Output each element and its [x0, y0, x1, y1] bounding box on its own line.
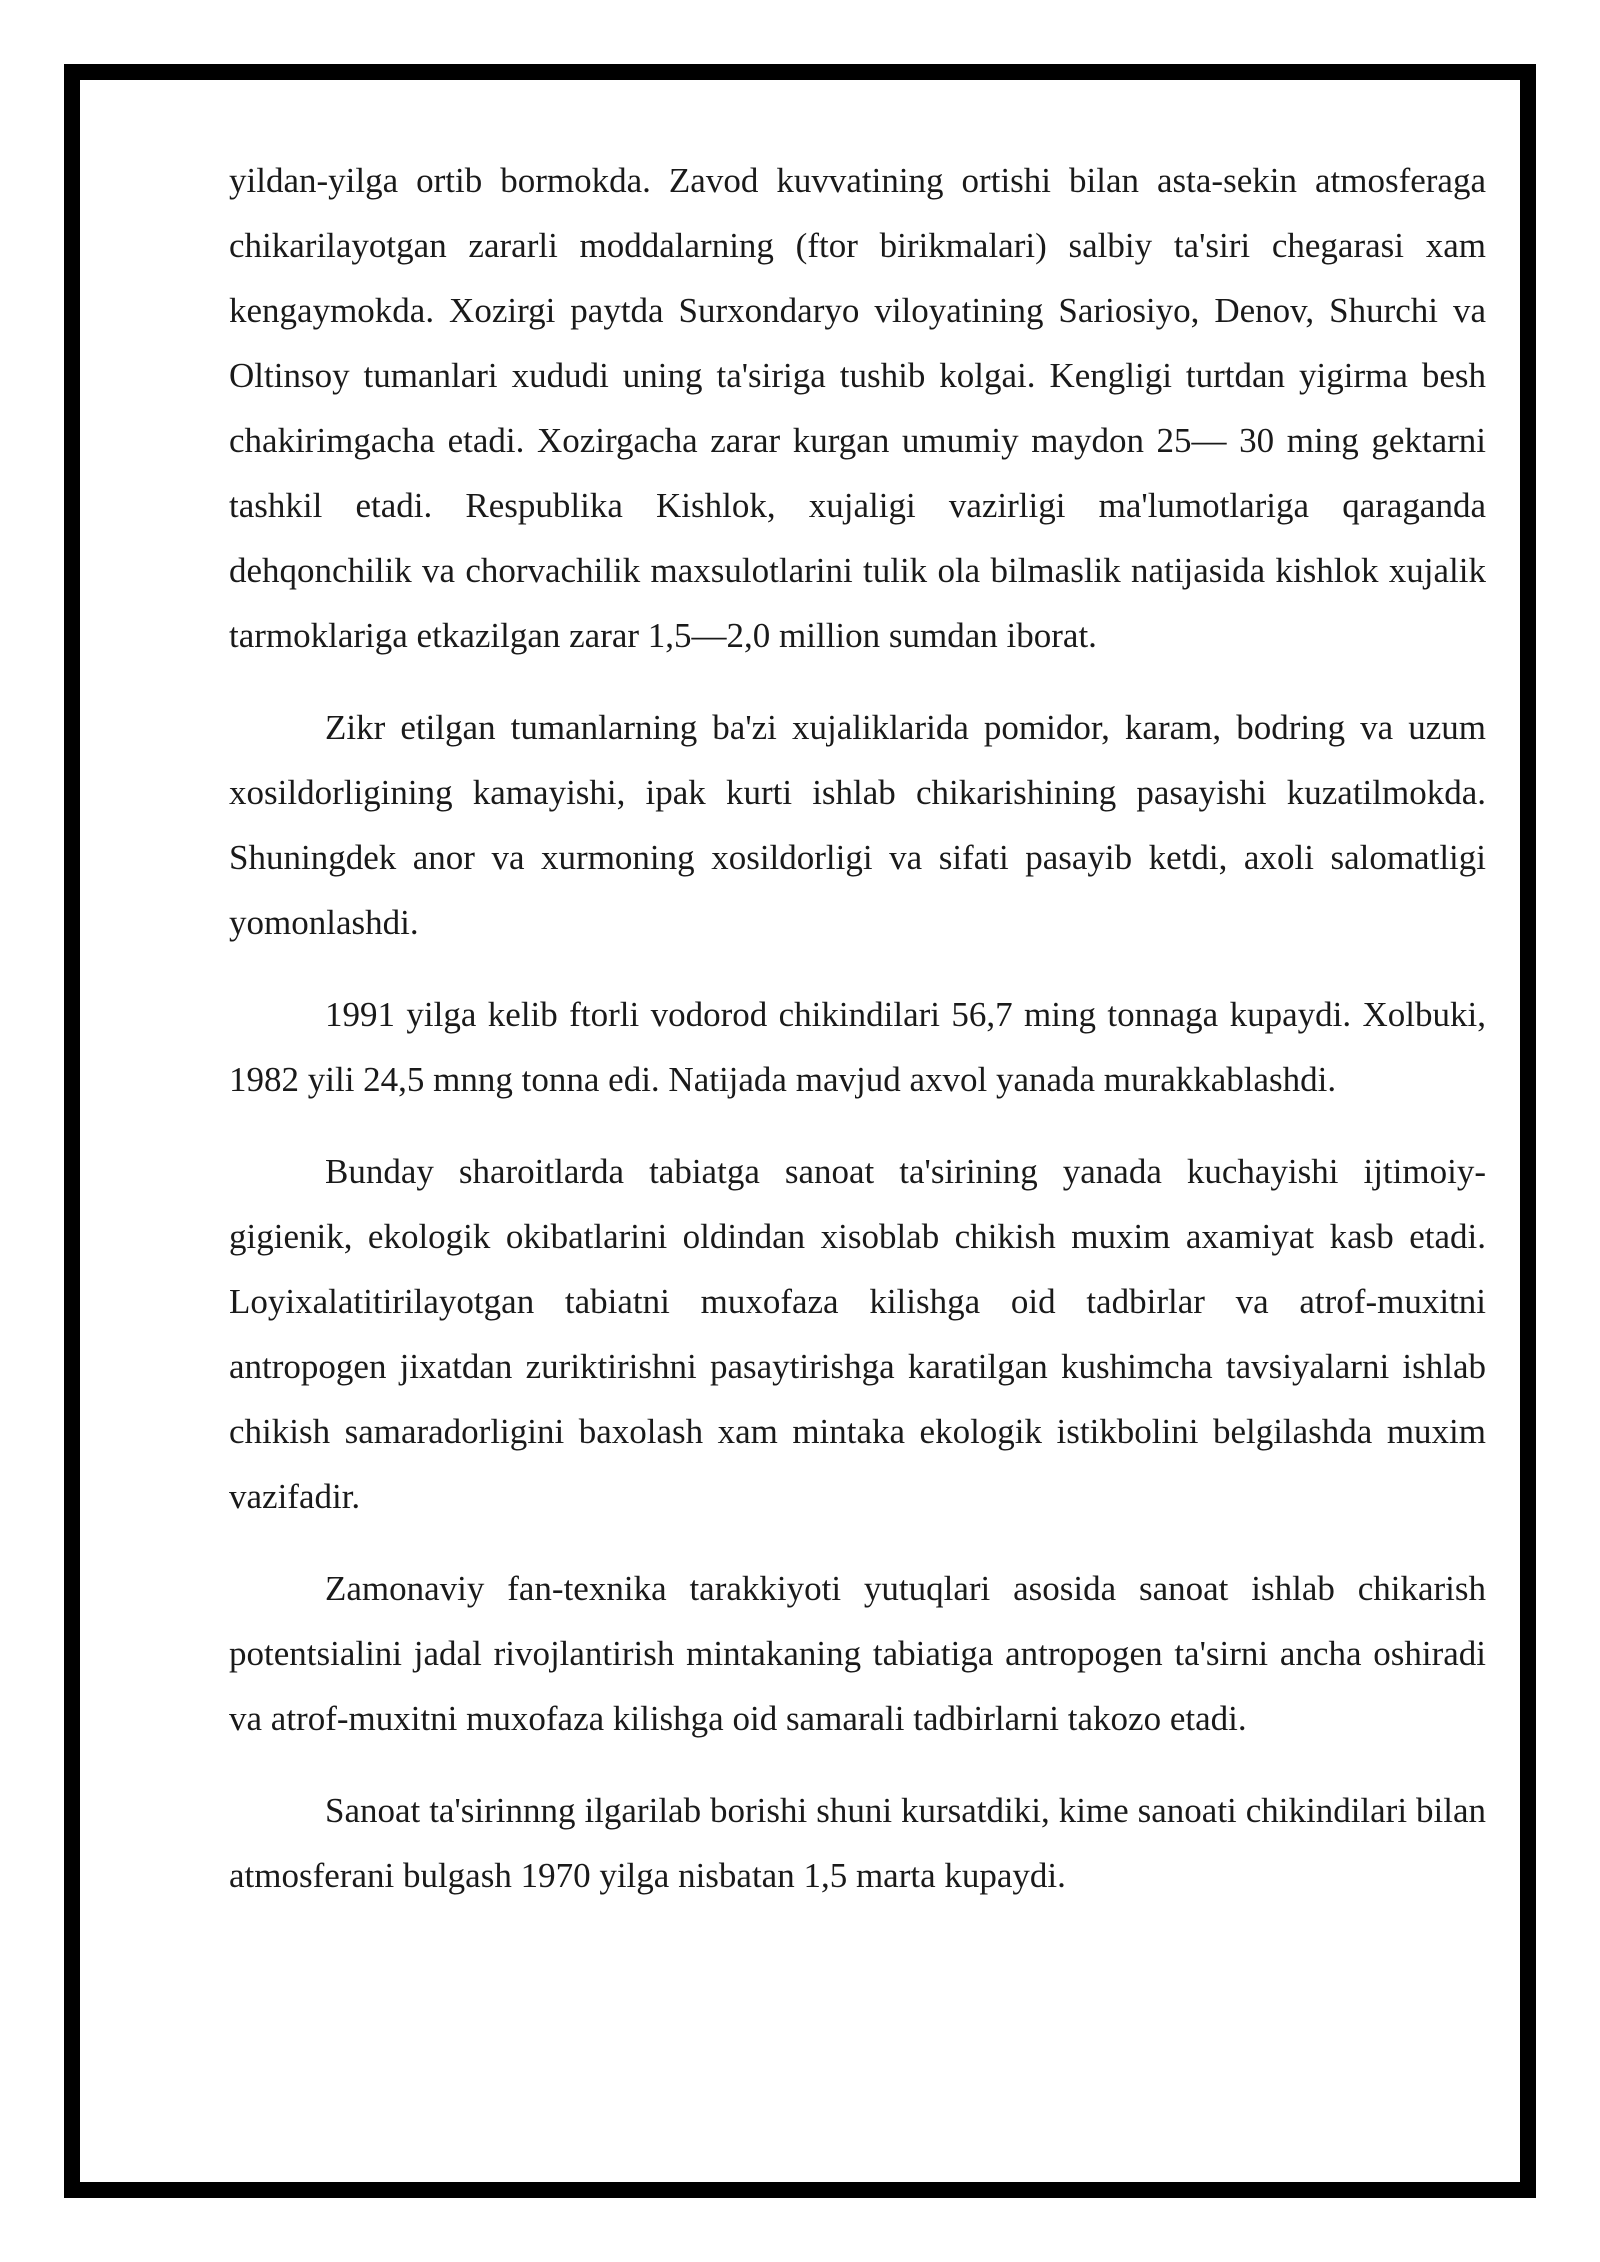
paragraph-1: yildan-yilga ortib bormokda. Zavod kuvvatining ortishi bilan asta-sekin atmosferaga chikarilayotgan zararli moddalarning (ftor birikmalari) salbiy ta'siri chegarasi xam kengaymokda. Xozirgi paytda Surxondaryo viloyatining Sariosiyo, Denov, Shurchi va Oltinsoy tumanlari xududi uning ta'siriga tushib kolgai. Kengligi turtdan yigirma besh chakirimgacha etadi. Xozirgacha zarar kurgan umumiy maydon 25— 30 ming gektarni tashkil etadi. Respublika Kishlok, xujaligi vazirligi ma'lumotlariga qaraganda dehqonchilik va chorvachilik maxsulotlarini tulik ola bilmaslik natijasida kishlok xujalik tarmoklariga etkazilgan zarar 1,5—2,0 million sumdan iborat. — [229, 161, 1486, 655]
paragraph-5: Zamonaviy fan-texnika tarakkiyoti yutuqlari asosida sanoat ishlab chikarish potentsialini jadal rivojlantirish mintakaning tabiatiga antropogen ta'sirni ancha oshiradi va atrof-muxitni muxofaza kilishga oid samarali tadbirlarni takozo etadi. — [229, 1569, 1486, 1738]
document-body — [229, 148, 1486, 1935]
paragraph-3: 1991 yilga kelib ftorli vodorod chikindilari 56,7 ming tonnaga kupaydi. Xolbuki, 1982 yili 24,5 mnng tonna edi. Natijada mavjud axvol yanada murakkablashdi. — [229, 995, 1486, 1099]
paragraph-6: Sanoat ta'sirinnng ilgarilab borishi shuni kursatdiki, kime sanoati chikindilari bilan atmosferani bulgash 1970 yilga nisbatan 1,5 marta kupaydi. — [229, 1791, 1486, 1895]
paragraph-2: Zikr etilgan tumanlarning ba'zi xujaliklarida pomidor, karam, bodring va uzum xosildorligining kamayishi, ipak kurti ishlab chikarishining pasayishi kuzatilmokda. Shuningdek anor va xurmoning xosildorligi va sifati pasayib ketdi, axoli salomatligi yomonlashdi. — [229, 708, 1486, 942]
paragraph-4: Bunday sharoitlarda tabiatga sanoat ta'sirining yanada kuchayishi ijtimoiy-gigienik, ekologik okibatlarini oldindan xisoblab chikish muxim axamiyat kasb etadi. Loyixalatitirilayotgan tabiatni muxofaza kilishga oid tadbirlar va atrof-muxitni antropogen jixatdan zuriktirishni pasaytirishga karatilgan kushimcha tavsiyalarni ishlab chikish samaradorligini baxolash xam mintaka ekologik istikbolini belgilashda muxim vazifadir. — [229, 1152, 1486, 1516]
